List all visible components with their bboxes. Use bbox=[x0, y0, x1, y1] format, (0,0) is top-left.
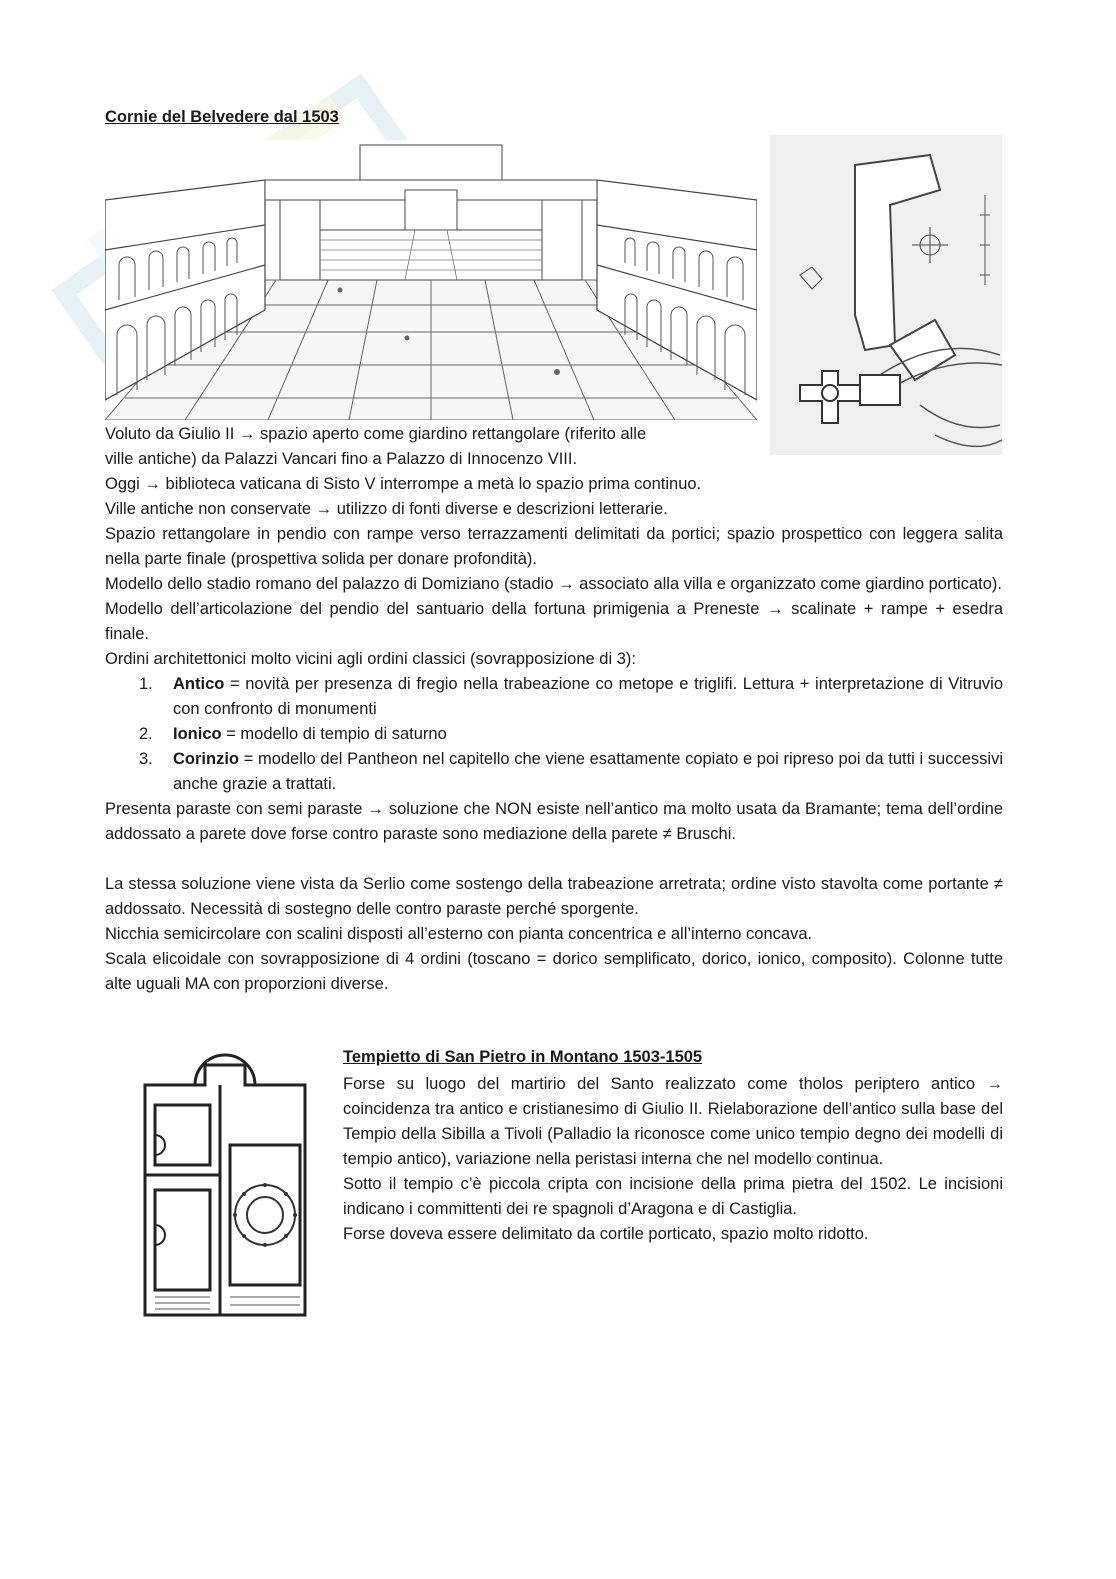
paragraph: Sotto il tempio c’è piccola cripta con incisione della prima pietra del 1502. Le incisioni indicano i committenti dei re spagnoli d’Aragona e di Castiglia. bbox=[343, 1175, 1003, 1218]
list-item: 3. Corinzio = modello del Pantheon nel capitello che viene esattamente copiato e poi ripreso poi da tutti i successivi anche grazie a trattati. bbox=[139, 750, 1003, 793]
orders-list bbox=[105, 672, 1003, 797]
paragraph: Forse doveva essere delimitato da cortile porticato, spazio molto ridotto. bbox=[343, 1225, 869, 1243]
paragraph: Oggi → biblioteca vaticana di Sisto V interrompe a metà lo spazio prima continuo. bbox=[105, 475, 702, 493]
floor-plan-icon bbox=[125, 1045, 325, 1320]
paragraph: Ordini architettonici molto vicini agli ordini classici (sovrapposizione di 3): bbox=[105, 650, 636, 668]
section-body-belvedere bbox=[105, 422, 1003, 997]
paragraph: Modello dello stadio romano del palazzo di Domiziano (stadio → associato alla villa e organizzato come giardino porticato). bbox=[105, 575, 1002, 593]
text-line: ville antiche) da Palazzi Vancari fino a Palazzo di Innocenzo VIII. bbox=[105, 450, 578, 468]
perspective-drawing-icon bbox=[105, 140, 757, 420]
paragraph: Spazio rettangolare in pendio con rampe verso terrazzamenti delimitati da portici; spazio prospettico con leggera salita nella parte finale (prospettiva solida per donare profondità). bbox=[105, 525, 1003, 568]
section-title-tempietto: Tempietto di San Pietro in Montano 1503-1505 bbox=[343, 1048, 703, 1066]
paragraph: Presenta paraste con semi paraste → soluzione che NON esiste nell’antico ma molto usata da Bramante; tema dell’ordine addossato a parete dove forse contro paraste sono mediazione della parete ≠ Bruschi. bbox=[105, 800, 1003, 843]
paragraph: Modello dell’articolazione del pendio del santuario della fortuna primigenia a Preneste → scalinate + rampe + esedra finale. bbox=[105, 600, 1003, 643]
list-item: 1. Antico = novità per presenza di fregio nella trabeazione co metope e triglifi. Lettura + interpretazione di Vitruvio con confronto di monumenti bbox=[139, 675, 1003, 718]
section-body-tempietto bbox=[343, 1072, 1003, 1247]
paragraph: Forse su luogo del martirio del Santo realizzato come tholos periptero antico → coincidenza tra antico e cristianesimo di Giulio II. Rielaborazione dell’antico sulla base del Tempio della Sibilla a Tivoli (Palladio la riconosce come unico tempio degno dei modelli di tempio antico), variazione nella peristasi interna che nel modello continua. bbox=[343, 1075, 1003, 1168]
site-plan-icon bbox=[770, 135, 1002, 455]
paragraph: Ville antiche non conservate → utilizzo di fonti diverse e descrizioni letterarie. bbox=[105, 500, 668, 518]
paragraph: Scala elicoidale con sovrapposizione di 4 ordini (toscano = dorico semplificato, dorico, ionico, composito). Colonne tutte alte uguali MA con proporzioni diverse. bbox=[105, 950, 1003, 993]
section-title-belvedere: Cornie del Belvedere dal 1503 bbox=[105, 108, 339, 126]
paragraph: La stessa soluzione viene vista da Serlio come sostengo della trabeazione arretrata; ordine visto stavolta come portante ≠ addossato. Necessità di sostegno delle contro paraste perché sporgente. bbox=[105, 875, 1003, 918]
list-item: 2. Ionico = modello di tempio di saturno bbox=[139, 725, 447, 743]
text-line: Voluto da Giulio II → spazio aperto come giardino rettangolare (riferito alle bbox=[105, 425, 647, 443]
paragraph: Nicchia semicircolare con scalini disposti all’esterno con pianta concentrica e all’interno concava. bbox=[105, 925, 813, 943]
